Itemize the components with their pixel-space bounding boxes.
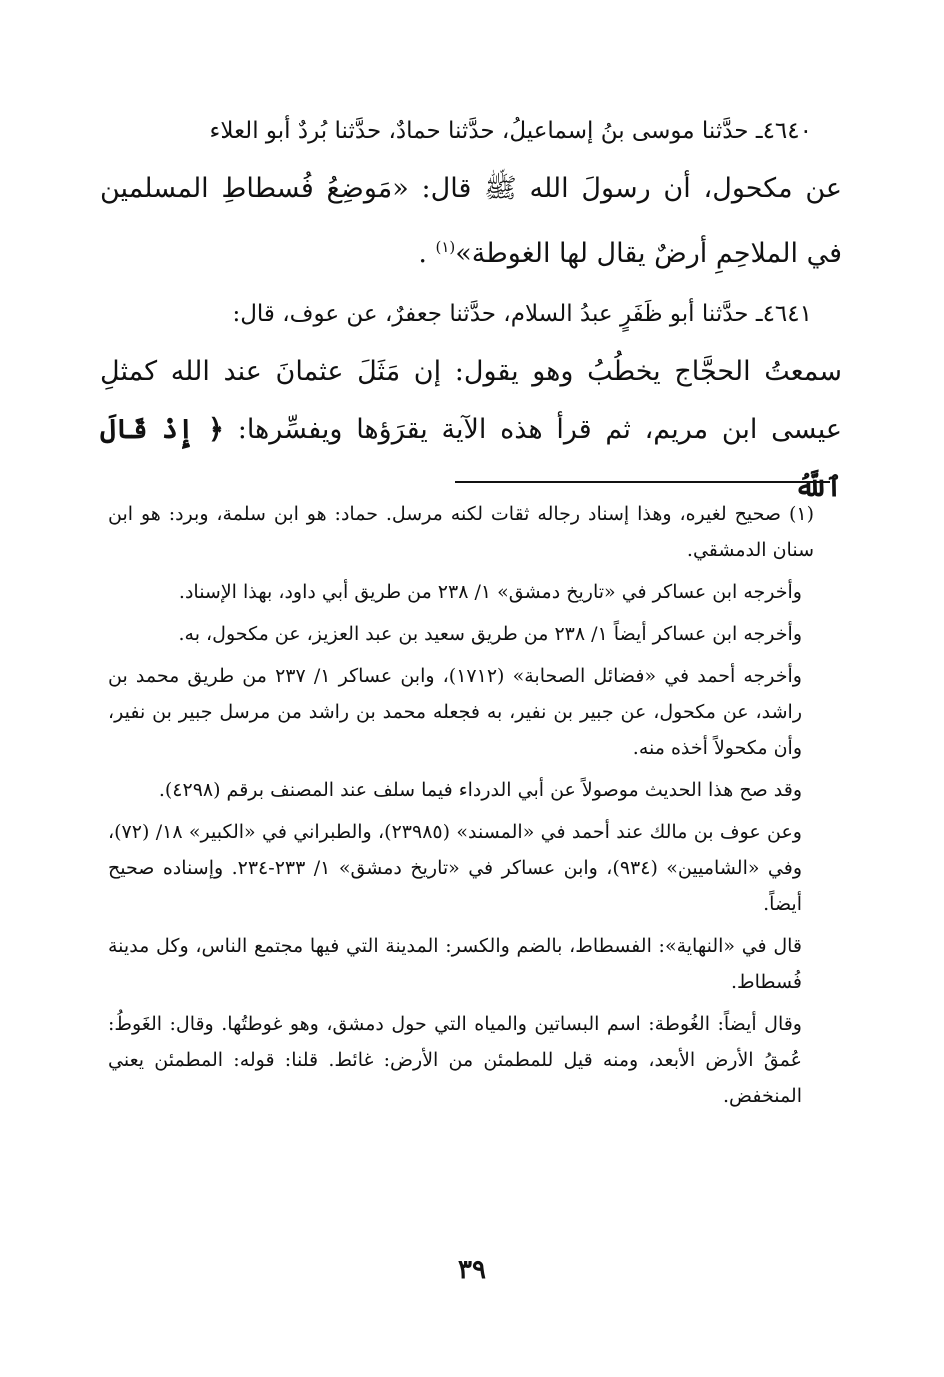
page-number: ٣٩: [458, 1255, 486, 1285]
footnote-separator: [455, 481, 830, 483]
footnote-paragraph: وقال أيضاً: الغُوطة: اسم البساتين والمياه التي حول دمشق، وهو غوطتُها. وقال: الغَوطُ: عُمقُ الأرض الأبعد، ومنه قيل للمطمئن من الأرض: غائط. قلنا: قوله: المطمئن يعني المنخفض.: [108, 1013, 802, 1107]
footnote-1: (١) صحيح لغيره، وهذا إسناد رجاله ثقات لكنه مرسل. حماد: هو ابن سلمة، وبرد: هو ابن سنان الدمشقي.: [108, 503, 814, 561]
footnote-paragraph: وعن عوف بن مالك عند أحمد في «المسند» (٢٣٩٨٥)، والطبراني في «الكبير» ١٨/ (٧٢)، وفي «الشاميين» (٩٣٤)، وابن عساكر في «تاريخ دمشق» ١/ ٢٣٣-٢٣٤. وإسناده صحيح أيضاً.: [108, 821, 803, 915]
hadith-4640-isnad: ٤٦٤٠ـ حدَّثنا موسى بنُ إسماعيلُ، حدَّثنا حمادٌ، حدَّثنا بُردٌ أبو العلاء: [209, 118, 812, 144]
hadith-4640-text: عن مكحول، أن رسولَ الله ﷺ قال: «مَوضِعُ فُسطاطِ المسلمين في الملاحِمِ أرضٌ يقال لها الغوطة»: [100, 173, 842, 269]
footnotes: [108, 496, 830, 1120]
footnote-paragraph: وقد صح هذا الحديث موصولاً عن أبي الدرداء فيما سلف عند المصنف برقم (٤٢٩٨).: [158, 779, 802, 801]
hadith-4641-text: سمعتُ الحجَّاج يخطُبُ وهو يقول: إن مَثَلَ عثمانَ عند الله كمثلِ عيسى ابن مريم، ثم قرأ هذه الآية يقرَؤها ويفسِّرها:: [100, 356, 842, 445]
footnote-marker: (١): [435, 238, 456, 256]
footnote-paragraph: قال في «النهاية»: الفسطاط، بالضم والكسر: المدينة التي فيها مجتمع الناس، وكل مدينة فُسطاط.: [108, 935, 802, 993]
footnote-paragraph: وأخرجه ابن عساكر في «تاريخ دمشق» ١/ ٢٣٨ من طريق أبي داود، بهذا الإسناد.: [178, 581, 802, 603]
hadith-4641-matn: [100, 343, 842, 517]
hadith-4640-end: .: [418, 238, 427, 269]
quran-verse: ﴿ إِذْ قَالَ ٱللَّهُ: [100, 414, 842, 503]
hadith-4640-matn: [100, 160, 842, 283]
footnote-paragraph: وأخرجه أحمد في «فضائل الصحابة» (١٧١٢)، وابن عساكر ١/ ٢٣٧ من طريق محمد بن راشد، عن مكحول، عن جبير بن نفير، به فجعله محمد بن راشد من مرسل جبير بن نفير، وأن مكحولاً أخذه منه.: [108, 665, 802, 759]
hadith-4641-isnad: ٤٦٤١ـ حدَّثنا أبو ظَفَرٍ عبدُ السلام، حدَّثنا جعفرٌ، عن عوف، قال:: [232, 301, 812, 327]
footnote-paragraph: وأخرجه ابن عساكر أيضاً ١/ ٢٣٨ من طريق سعيد بن عبد العزيز، عن مكحول، به.: [178, 623, 802, 645]
main-text: [100, 112, 842, 529]
